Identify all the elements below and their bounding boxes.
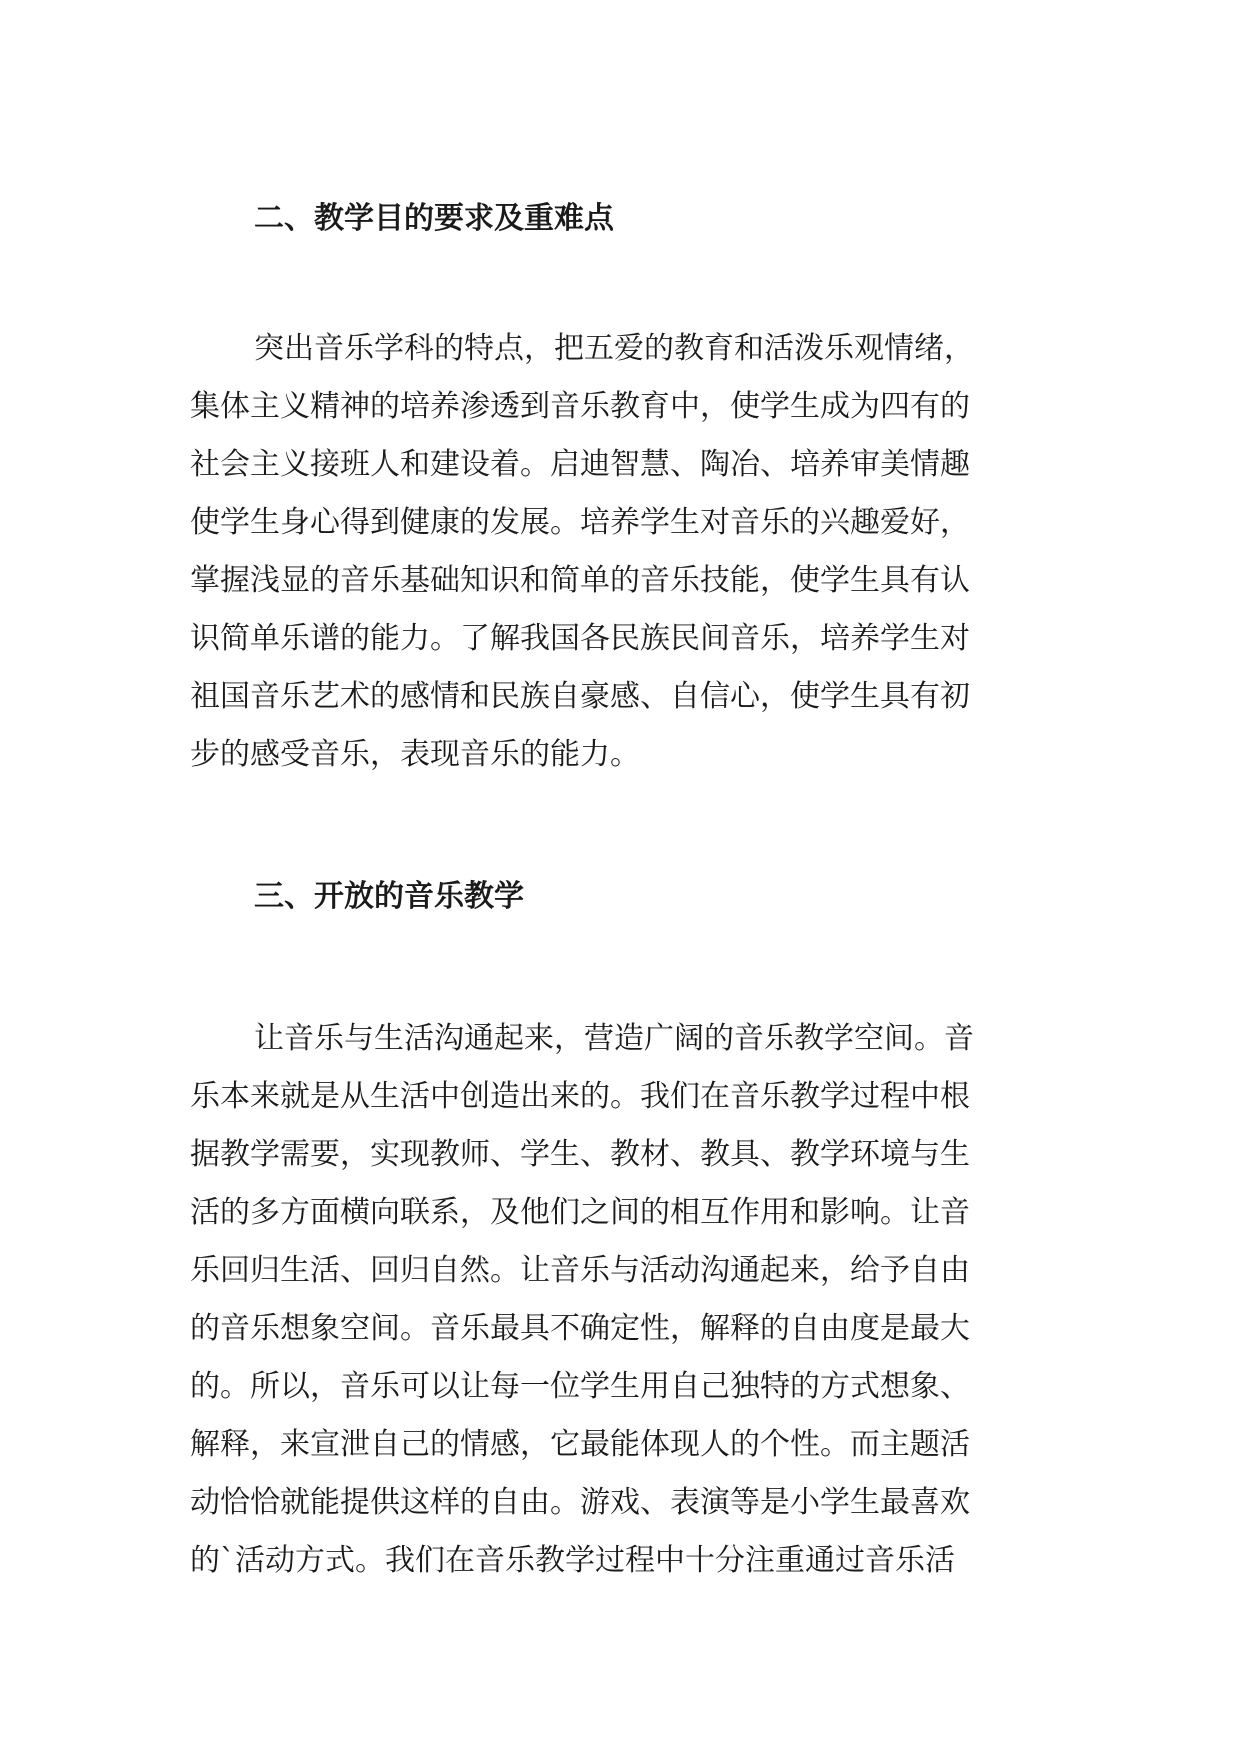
section-heading-open-teaching: 三、开放的音乐教学 xyxy=(254,879,524,914)
paragraph-open-teaching xyxy=(190,1010,1050,1590)
paragraph-line: 使学生身心得到健康的发展。培养学生对音乐的兴趣爱好， xyxy=(190,505,970,540)
paragraph-line: 解释，来宣泄自己的情感，它最能体现人的个性。而主题活 xyxy=(190,1427,970,1462)
paragraph-line: 的。所以，音乐可以让每一位学生用自己独特的方式想象、 xyxy=(190,1369,970,1404)
paragraph-line: 据教学需要，实现教师、学生、教材、教具、教学环境与生 xyxy=(190,1137,970,1172)
paragraph-line: 祖国音乐艺术的感情和民族自豪感、自信心，使学生具有初 xyxy=(190,679,970,714)
paragraph-teaching-goals xyxy=(190,320,1050,784)
paragraph-line: 掌握浅显的音乐基础知识和简单的音乐技能，使学生具有认 xyxy=(190,563,970,598)
paragraph-line: 动恰恰就能提供这样的自由。游戏、表演等是小学生最喜欢 xyxy=(190,1485,970,1520)
paragraph-line: 乐本来就是从生活中创造出来的。我们在音乐教学过程中根 xyxy=(190,1079,970,1114)
section-heading-teaching-goals: 二、教学目的要求及重难点 xyxy=(254,201,614,236)
paragraph-line: 的`活动方式。我们在音乐教学过程中十分注重通过音乐活 xyxy=(190,1543,955,1578)
paragraph-line: 识简单乐谱的能力。了解我国各民族民间音乐，培养学生对 xyxy=(190,621,970,656)
paragraph-line: 活的多方面横向联系，及他们之间的相互作用和影响。让音 xyxy=(190,1195,970,1230)
paragraph-line: 的音乐想象空间。音乐最具不确定性，解释的自由度是最大 xyxy=(190,1311,970,1346)
paragraph-line: 步的感受音乐，表现音乐的能力。 xyxy=(190,737,640,772)
paragraph-line: 社会主义接班人和建设着。启迪智慧、陶冶、培养审美情趣 xyxy=(190,447,970,482)
paragraph-line: 乐回归生活、回归自然。让音乐与活动沟通起来，给予自由 xyxy=(190,1253,970,1288)
paragraph-line: 让音乐与生活沟通起来，营造广阔的音乐教学空间。音 xyxy=(254,1021,974,1056)
paragraph-line: 突出音乐学科的特点，把五爱的教育和活泼乐观情绪， xyxy=(254,331,974,366)
document-body xyxy=(190,190,1050,1590)
paragraph-line: 集体主义精神的培养渗透到音乐教育中，使学生成为四有的 xyxy=(190,389,970,424)
